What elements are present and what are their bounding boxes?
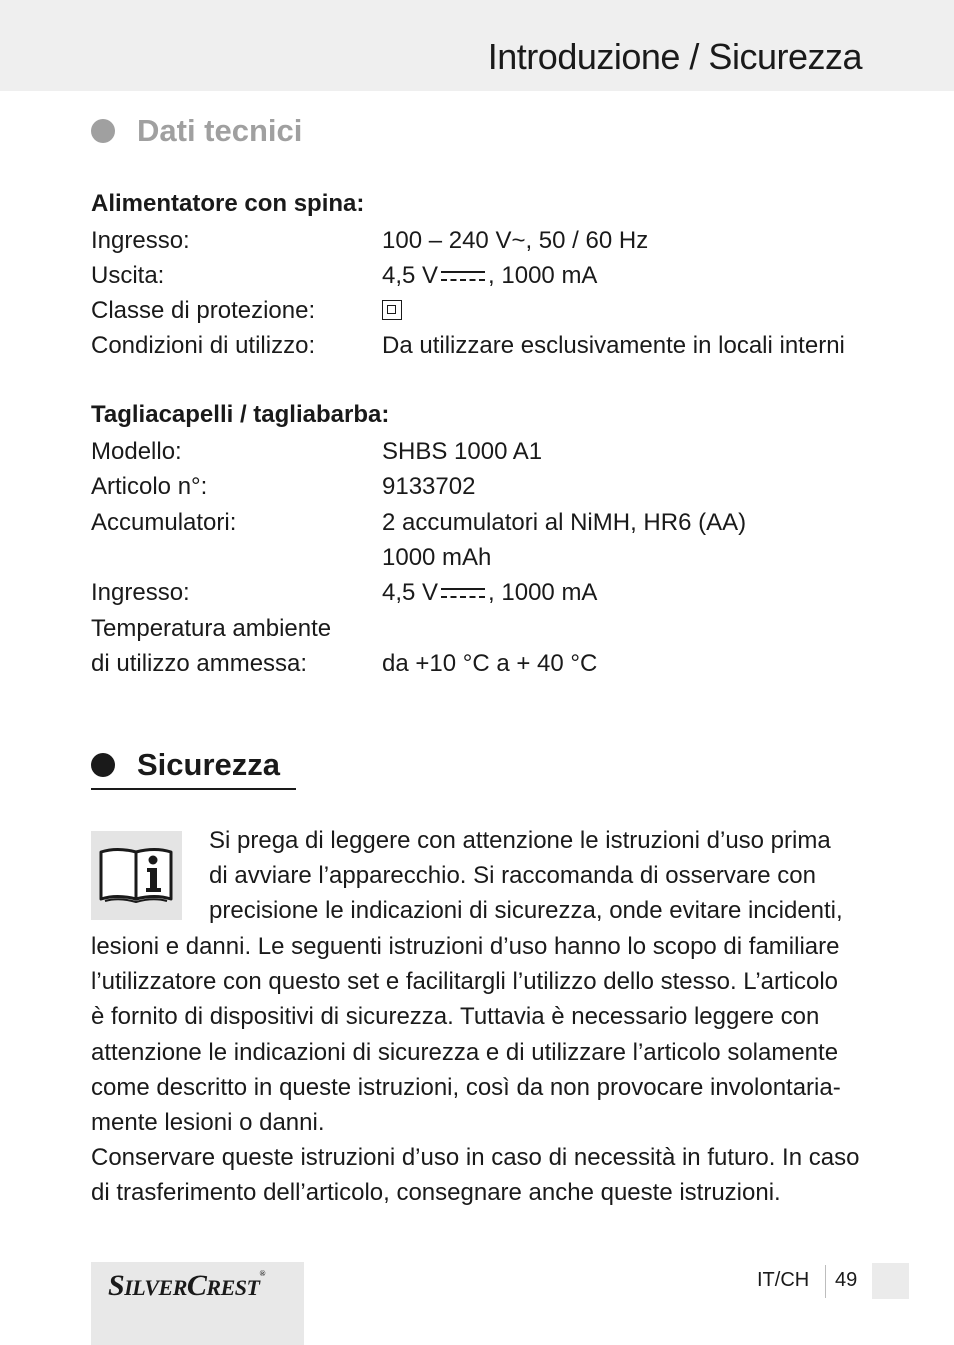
section-heading-sicurezza [91, 747, 280, 783]
spec-label: Classe di protezione: [91, 297, 316, 324]
page-title: Introduzione / Sicurezza [487, 36, 862, 77]
protection-class-ii-icon [382, 300, 402, 320]
spec-row [91, 469, 881, 504]
read-instructions-icon [91, 831, 182, 920]
spec-label: Condizioni di utilizzo: [91, 332, 316, 359]
spec-value: 1000 mAh [382, 544, 492, 571]
spec-row [91, 540, 881, 575]
spec-value: 4,5 V , 1000 mA [382, 262, 598, 289]
section-heading-text: Sicurezza [137, 747, 281, 782]
spec-value: 2 accumulatori al NiMH, HR6 (AA) [382, 509, 747, 536]
group-title-alimentatore: Alimentatore con spina: [91, 190, 365, 217]
spec-value: 4,5 V , 1000 mA [382, 579, 598, 606]
bullet-icon [91, 753, 115, 777]
spec-label: Accumulatori: [91, 509, 237, 536]
heading-underline [91, 788, 296, 790]
spec-row [91, 223, 881, 258]
language-code: IT/CH [757, 1269, 810, 1291]
spec-row [91, 293, 881, 328]
safety-body-paragraph: lesioni e danni. Le seguenti istruzioni d’uso hanno lo scopo di familiare l’utilizzatore con questo set e facilitargli l’utilizzo dello stesso. L’articolo è fornito di dispositivi di sicurezza. Tuttavia è necessario leggere con attenzione le indicazioni di sicurezza e di utilizzare l’articolo solamente come descritto in queste istruzioni, così da non provocare involontaria- mente lesioni o danni. [91, 933, 841, 1137]
group-title-tagliacapelli: Tagliacapelli / tagliabarba: [91, 401, 390, 428]
spec-value: da +10 °C a + 40 °C [382, 650, 598, 677]
section-heading-dati-tecnici [91, 113, 302, 149]
spec-label: di utilizzo ammessa: [91, 650, 308, 677]
spec-label: Ingresso: [91, 579, 190, 606]
section-heading-text: Dati tecnici [137, 113, 303, 148]
safety-keep-paragraph: Conservare queste istruzioni d’uso in caso di necessità in futuro. In caso di trasferimento dell’articolo, consegnare anche queste istruzioni. [91, 1144, 860, 1207]
spec-row [91, 328, 881, 363]
direct-current-icon [440, 269, 486, 285]
spec-row [91, 646, 881, 681]
page-tab-marker [872, 1263, 909, 1299]
safety-intro-paragraph: Si prega di leggere con attenzione le istruzioni d’uso prima di avviare l’apparecchio. Si raccomanda di osservare con precisione le indicazioni di sicurezza, onde evitare incidenti, [209, 827, 843, 925]
spec-value [382, 293, 402, 328]
spec-label: Uscita: [91, 262, 165, 289]
spec-label: Temperatura ambiente [91, 615, 332, 642]
page-number: 49 [835, 1269, 858, 1291]
spec-value: SHBS 1000 A1 [382, 438, 543, 465]
spec-row [91, 575, 881, 610]
footer-divider [825, 1265, 826, 1298]
spec-label: Modello: [91, 438, 182, 465]
spec-row [91, 611, 881, 646]
spec-row [91, 258, 881, 293]
spec-row [91, 505, 881, 540]
spec-value: Da utilizzare esclusivamente in locali interni [382, 332, 845, 359]
direct-current-icon [440, 586, 486, 602]
spec-row [91, 434, 881, 469]
spec-label: Articolo n°: [91, 473, 208, 500]
spec-value: 9133702 [382, 473, 476, 500]
spec-value: 100 – 240 V~, 50 / 60 Hz [382, 227, 649, 254]
bullet-icon [91, 119, 115, 143]
spec-label: Ingresso: [91, 227, 190, 254]
silvercrest-logo: SILVERCREST® [108, 1269, 265, 1302]
